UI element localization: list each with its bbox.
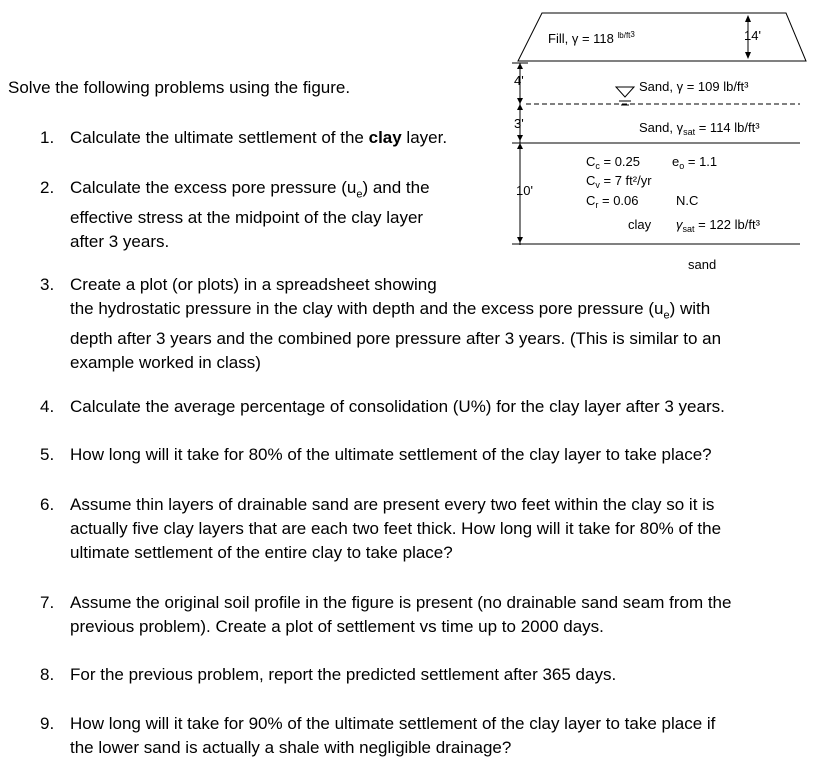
question-7: 7. Assume the original soil profile in the figure is present (no drainable sand seam from the previous problem). Create a plot of settlement vs time up to 2000 days. [40,593,732,636]
soil-profile-figure [500,5,818,275]
dim-4-label: 4' [514,73,524,88]
clay-label: clay [628,217,652,232]
fill-label: Fill, γ = 118 $^{lb/ft}$3 [548,30,635,46]
dim-10-label: 10' [516,183,533,198]
cr-label: $C_r = 0.06$ [586,193,639,210]
intro-text: Solve the following problems using the figure. [8,78,351,97]
question-6: 6. Assume thin layers of drainable sand are present every two feet within the clay so it is actually five clay layers that are each two feet thick. How long will it take for 80% of the ultimate settlement of the entire clay to take place? [40,495,722,562]
cc-label: $C_c = 0.25$ [586,154,641,171]
question-8: 8. For the previous problem, report the predicted settlement after 365 days. [40,665,617,684]
question-1: 1. Calculate the ultimate settlement of the clay layer. [40,128,448,147]
question-5: 5. How long will it take for 80% of the ultimate settlement of the clay layer to take place? [40,445,712,464]
clay-gamma-label: $\gamma_{sat} = 122$ lb/ft³ [676,217,760,234]
question-4: 4. Calculate the average percentage of consolidation (U%) for the clay layer after 3 years. [40,397,725,416]
question-9: 9. How long will it take for 90% of the ultimate settlement of the clay layer to take place if the lower sand is actually a shale with negligible drainage? [40,714,716,757]
dim-3-label: 3' [514,116,524,131]
question-2: 2. Calculate the excess pore pressure $(u_e)$ and the effective stress at the midpoint of the clay layer after 3 years. [40,178,430,252]
sand-bottom-label: sand [688,257,717,272]
sand-saturated-label: Sand, $\gamma_{sat} = 114$ lb/ft³ [639,120,760,137]
nc-label: N.C [676,193,699,208]
sand-upper-label: Sand, γ = 109 lb/ft³ [639,79,749,94]
fill-height-label: 14' [744,28,761,43]
water-table-icon [616,87,634,97]
cv-label: $C_v = 7$ ft²/yr [586,173,652,190]
eo-label: $e_o = 1.1$ [672,154,718,171]
question-3: 3. Create a plot (or plots) in a spreadsheet showing the hydrostatic pressure in the clay with depth and the excess pore pressure $(u_e)$ with depth after 3 years and the combined pore pressure after 3 years. (This is similar to an example worked in class) [40,275,722,373]
